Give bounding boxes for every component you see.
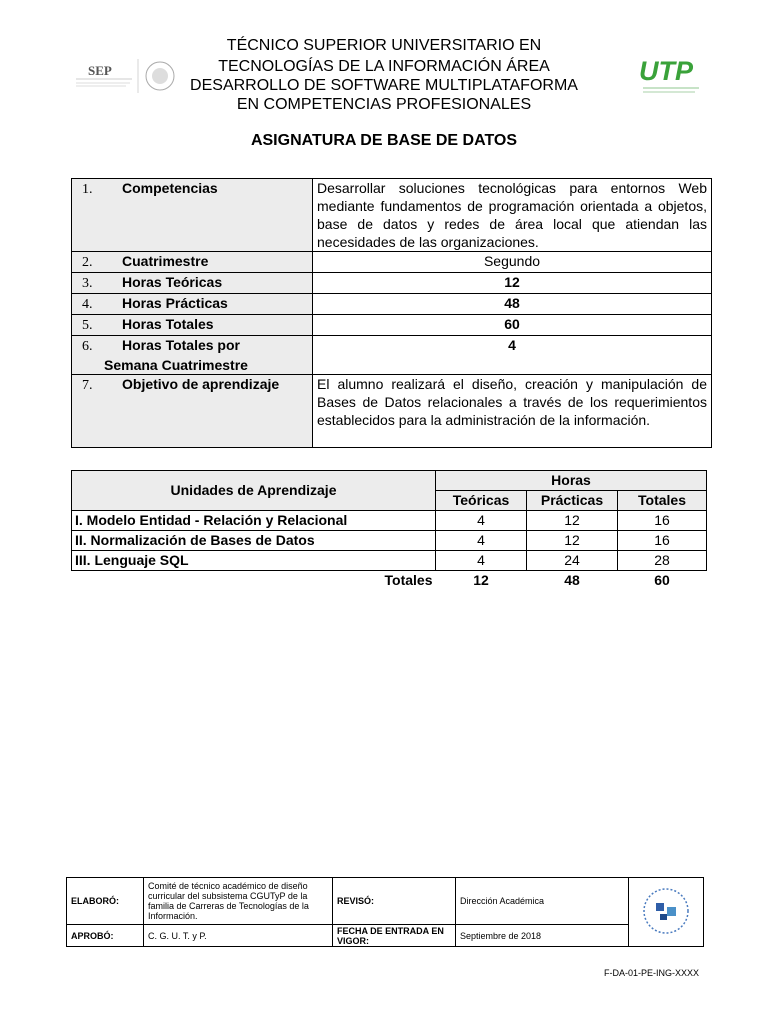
title-line-4: EN COMPETENCIAS PROFESIONALES xyxy=(236,96,532,113)
info-value: 4 xyxy=(313,336,712,375)
units-table xyxy=(71,470,707,590)
row-number: 4. xyxy=(82,297,93,312)
reviso-value: Dirección Académica xyxy=(456,878,629,925)
info-row-horas-semana xyxy=(72,336,712,375)
unit-totales: 28 xyxy=(618,551,707,571)
row-number: 7. xyxy=(82,378,93,393)
info-label: Cuatrimestre xyxy=(122,253,209,269)
title-line-1: TÉCNICO SUPERIOR UNIVERSITARIO EN xyxy=(226,37,542,54)
footer-row-1 xyxy=(67,878,704,925)
info-label: Objetivo de aprendizaje xyxy=(122,376,280,392)
totals-teoricas: 12 xyxy=(473,572,489,588)
utp-logo-text: UTP xyxy=(639,56,693,86)
unit-practicas: 24 xyxy=(527,551,618,571)
unit-practicas: 12 xyxy=(527,511,618,531)
unit-totales: 16 xyxy=(618,531,707,551)
title-line-3: DESARROLLO DE SOFTWARE MULTIPLATAFORMA xyxy=(190,77,578,94)
info-row-horas-teoricas xyxy=(72,273,712,294)
info-value: Segundo xyxy=(313,252,712,273)
info-table xyxy=(71,178,712,448)
elaboro-value: Comité de técnico académico de diseño curricular del subsistema CGUTyP de la familia de Carreras de Tecnologías de la Información. xyxy=(144,878,333,925)
info-label-cell xyxy=(72,252,313,273)
subject-title: ASIGNATURA DE BASE DE DATOS xyxy=(250,132,518,149)
info-label: Horas Teóricas xyxy=(122,274,223,290)
info-value: 48 xyxy=(313,294,712,315)
info-label-cell xyxy=(72,179,313,252)
footer-table xyxy=(66,877,704,947)
info-label: Horas Totales por xyxy=(122,337,240,353)
info-row-horas-totales xyxy=(72,315,712,336)
institution-seal-icon xyxy=(640,885,692,937)
unit-teoricas: 4 xyxy=(436,551,527,571)
info-value: El alumno realizará el diseño, creación y manipulación de Bases de Datos relacionales a través de los requerimientos establecidos para la administración de la información. xyxy=(313,375,712,448)
fecha-label: FECHA DE ENTRADA EN VIGOR: xyxy=(333,925,456,947)
col-teoricas: Teóricas xyxy=(436,491,527,511)
info-row-competencias xyxy=(72,179,712,252)
info-row-cuatrimestre xyxy=(72,252,712,273)
sep-logo-text: SEP xyxy=(88,63,112,78)
table-row xyxy=(72,511,707,531)
unit-practicas: 12 xyxy=(527,531,618,551)
unit-name: III. Lenguaje SQL xyxy=(72,551,436,571)
fecha-value: Septiembre de 2018 xyxy=(456,925,629,947)
info-label-cell xyxy=(72,294,313,315)
info-value: 12 xyxy=(313,273,712,294)
info-label-cell xyxy=(72,315,313,336)
row-number: 3. xyxy=(82,276,93,291)
totals-practicas: 48 xyxy=(564,572,580,588)
footer-seal-cell xyxy=(629,878,704,947)
row-number: 6. xyxy=(82,339,93,354)
info-label-line2: Semana Cuatrimestre xyxy=(104,357,248,373)
info-label-cell xyxy=(72,375,313,448)
unit-teoricas: 4 xyxy=(436,511,527,531)
col-practicas: Prácticas xyxy=(527,491,618,511)
col-totales: Totales xyxy=(618,491,707,511)
elaboro-label: ELABORÓ: xyxy=(67,878,144,925)
table-row xyxy=(72,531,707,551)
totals-totales: 60 xyxy=(654,572,670,588)
info-label-cell xyxy=(72,273,313,294)
units-header: Unidades de Aprendizaje xyxy=(72,471,436,511)
info-label-cell xyxy=(72,336,313,375)
totals-label: Totales xyxy=(384,572,433,588)
info-value: 60 xyxy=(313,315,712,336)
aprobo-value: C. G. U. T. y P. xyxy=(144,925,333,947)
document-code: F-DA-01-PE-ING-XXXX xyxy=(604,968,700,978)
table-row xyxy=(72,551,707,571)
info-label: Horas Prácticas xyxy=(122,295,228,311)
unit-totales: 16 xyxy=(618,511,707,531)
row-number: 1. xyxy=(82,182,93,197)
info-label: Competencias xyxy=(122,180,218,196)
aprobo-label: APROBÓ: xyxy=(67,925,144,947)
unit-teoricas: 4 xyxy=(436,531,527,551)
info-label: Horas Totales xyxy=(122,316,214,332)
title-line-2: TECNOLOGÍAS DE LA INFORMACIÓN ÁREA xyxy=(218,58,550,75)
reviso-label: REVISÓ: xyxy=(333,878,456,925)
unit-name: II. Normalización de Bases de Datos xyxy=(72,531,436,551)
units-header-row xyxy=(72,471,707,491)
row-number: 5. xyxy=(82,318,93,333)
hours-header: Horas xyxy=(436,471,707,491)
unit-name: I. Modelo Entidad - Relación y Relacional xyxy=(72,511,436,531)
row-number: 2. xyxy=(82,255,93,270)
totals-row xyxy=(72,571,707,591)
footer-row-2 xyxy=(67,925,704,947)
info-row-objetivo xyxy=(72,375,712,448)
info-value: Desarrollar soluciones tecnológicas para entornos Web mediante fundamentos de programación orientada a objetos, base de datos y redes de área local que atiendan las necesidades de las organizaciones. xyxy=(313,179,712,252)
info-row-horas-practicas xyxy=(72,294,712,315)
